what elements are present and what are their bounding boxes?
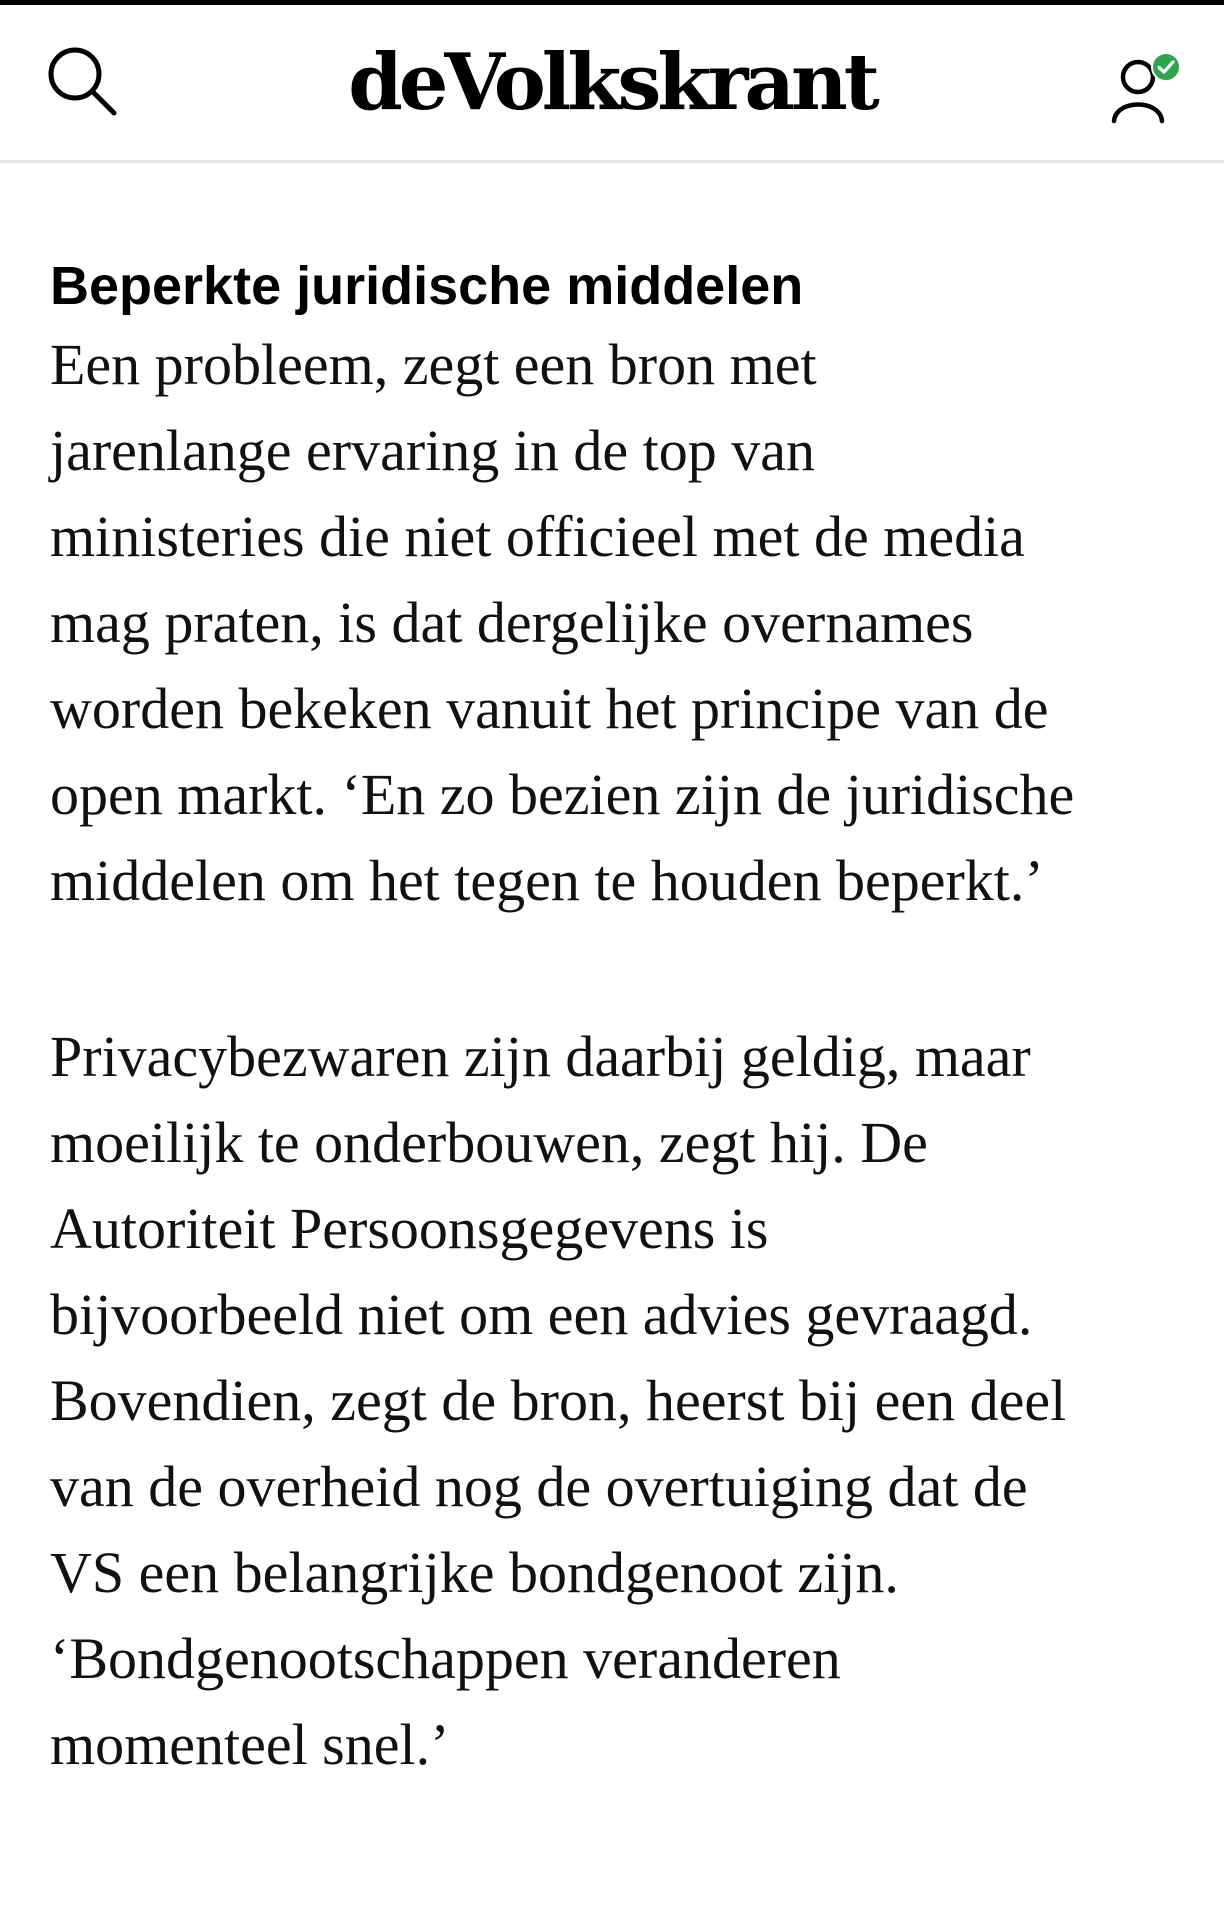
account-button[interactable]: [1104, 49, 1184, 129]
search-icon: [44, 43, 122, 121]
search-button[interactable]: [44, 43, 122, 121]
article-paragraph-2: Privacybezwaren zijn daarbij geldig, maar moeilijk te onderbouwen, zegt hij. De Autoriteit Persoonsgegevens is bijvoorbeeld niet om een advies gevraagd. Bovendien, zegt de bron, heerst bij een deel van de overheid nog de overtuiging dat de VS een belangrijke bondgenoot zijn. ‘Bondgenootschappen veranderen momenteel snel.’: [50, 1024, 1067, 1777]
article-paragraph-1: Een probleem, zegt een bron met jarenlange ervaring in de top van ministeries die niet officieel met de media mag praten, is dat dergelijke overnames worden bekeken vanuit het principe van de open markt. ‘En zo bezien zijn de juridische middelen om het tegen te houden beperkt.’: [50, 332, 1075, 913]
check-badge-icon: [1150, 51, 1182, 83]
article-body: [50, 250, 1190, 1788]
section-heading: Beperkte juridische middelen: [50, 256, 804, 316]
site-header: [0, 5, 1224, 163]
site-logo[interactable]: deVolkskrant: [348, 37, 876, 128]
